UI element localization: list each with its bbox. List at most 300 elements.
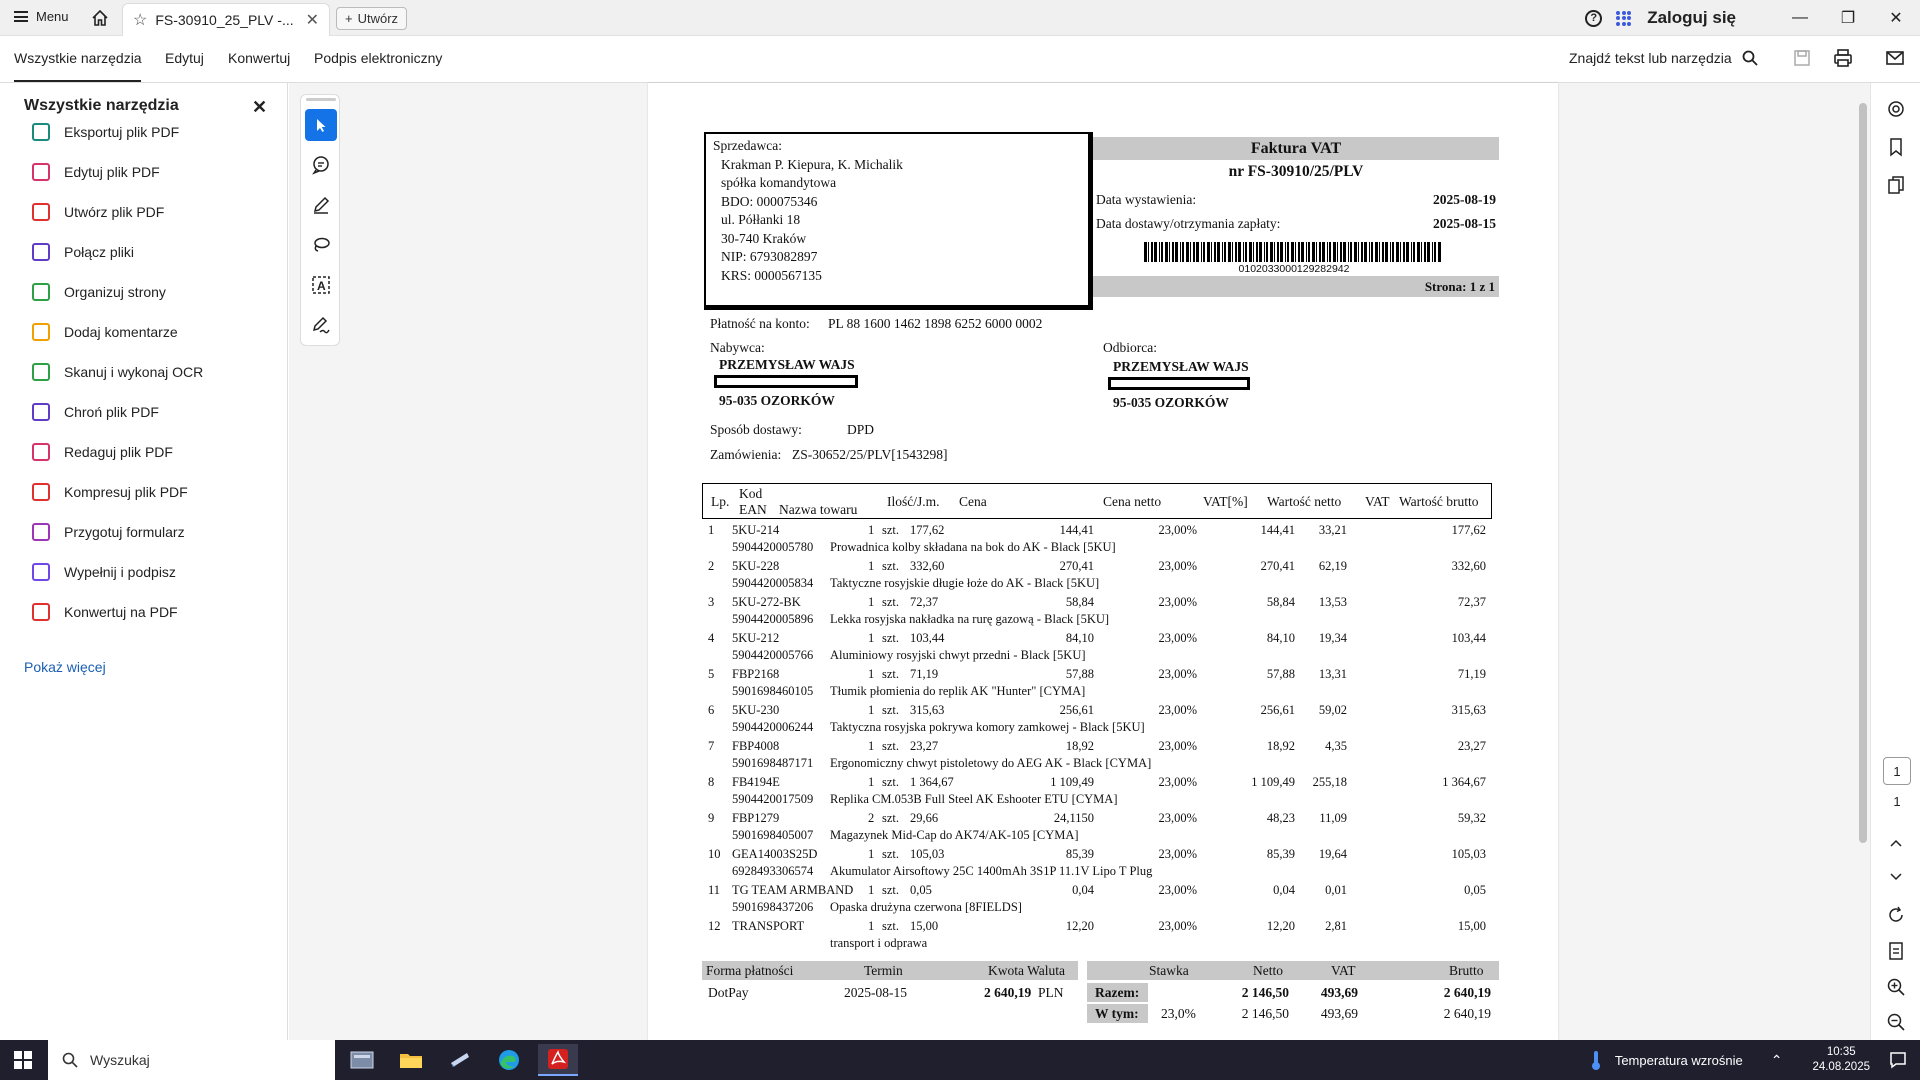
search-icon	[1742, 50, 1758, 66]
barcode-bar	[1364, 242, 1367, 262]
cell-price: 103,44	[910, 631, 945, 645]
email-icon[interactable]	[1885, 48, 1905, 68]
cell-name: Magazynek Mid-Cap do AK74/AK-105 [CYMA]	[830, 828, 1079, 842]
tool-label: Kompresuj plik PDF	[64, 484, 188, 500]
barcode-bar	[1298, 242, 1300, 262]
payment-currency: PLN	[1038, 985, 1064, 1000]
table-row	[704, 919, 1494, 955]
cell-ean: 5904420017509	[732, 792, 814, 806]
right-rail	[1870, 83, 1920, 1040]
app-icon	[447, 1049, 473, 1071]
barcode-bar	[1264, 242, 1265, 262]
print-icon[interactable]	[1833, 48, 1853, 68]
cell-price: 332,60	[910, 559, 945, 573]
cell-vat: 255,18	[1312, 775, 1347, 789]
cell-code: FB4194E	[732, 775, 780, 789]
cell-unit: szt.	[882, 739, 900, 753]
edge-icon	[497, 1048, 521, 1072]
cell-net-price: 1 109,49	[1050, 775, 1094, 789]
help-icon[interactable]: ?	[1585, 10, 1602, 27]
cell-name: Replika CM.053B Full Steel AK Eshooter ETU [CYMA]	[830, 792, 1118, 806]
new-tab-label: Utwórz	[357, 11, 399, 26]
barcode-bar	[1165, 242, 1168, 262]
cell-vat: 4,35	[1325, 739, 1347, 753]
col-qty: Ilość/J.m.	[887, 494, 940, 509]
barcode-bar	[1421, 242, 1422, 262]
cell-price: 177,62	[910, 523, 945, 537]
barcode-bar	[1316, 242, 1317, 262]
barcode-bar	[1235, 242, 1237, 262]
tool-item[interactable]	[32, 480, 188, 504]
thermometer-icon	[1589, 1049, 1603, 1071]
cell-gross: 59,32	[1457, 811, 1486, 825]
cell-qty: 1	[868, 595, 875, 609]
hamburger-icon	[14, 11, 28, 22]
barcode-bar	[1228, 242, 1231, 262]
create-pdf-icon	[32, 203, 50, 221]
col-lp: Lp.	[711, 494, 730, 509]
cell-unit: szt.	[882, 595, 900, 609]
cell-ean: 5904420005766	[732, 648, 814, 662]
cell-net-value: 256,61	[1260, 703, 1295, 717]
windows-taskbar	[0, 1040, 1920, 1080]
cell-net-value: 48,23	[1266, 811, 1295, 825]
protect-pdf-icon	[32, 403, 50, 421]
barcode-bar	[1337, 242, 1338, 262]
barcode-bar	[1369, 242, 1370, 262]
barcode-bar	[1385, 242, 1388, 262]
barcode-bar	[1432, 242, 1433, 262]
buyer-city: 95-035 OZORKÓW	[719, 393, 835, 408]
cell-net-price: 18,92	[1065, 739, 1094, 753]
task-view-app[interactable]	[342, 1044, 382, 1076]
summary-incl-gross: 2 640,19	[1443, 1006, 1491, 1021]
table-row	[704, 703, 1494, 739]
barcode-bar	[1256, 242, 1258, 262]
search-icon	[62, 1052, 78, 1068]
table-row	[704, 739, 1494, 775]
menu-button[interactable]	[14, 9, 69, 24]
issue-date-row	[1096, 192, 1496, 208]
cell-name: Taktyczne rosyjskie długie łoże do AK - Black [5KU]	[830, 576, 1100, 590]
cell-net-price: 57,88	[1065, 667, 1094, 681]
cell-gross: 72,37	[1457, 595, 1486, 609]
apps-grid-icon[interactable]	[1616, 11, 1631, 26]
cell-price: 15,00	[910, 919, 939, 933]
close-window-icon[interactable]: ✕	[1889, 10, 1903, 27]
barcode-bar	[1438, 242, 1441, 262]
barcode-bar	[1217, 242, 1220, 262]
page-down-icon[interactable]	[1886, 866, 1906, 886]
cell-qty: 1	[868, 883, 875, 897]
items-table-header	[702, 483, 1492, 519]
cell-vat: 11,09	[1319, 811, 1347, 825]
cell-vat-pct: 23,00%	[1158, 703, 1197, 717]
highlight-tool-button[interactable]	[305, 189, 337, 221]
app-icon	[349, 1049, 375, 1071]
tool-item[interactable]	[32, 560, 176, 584]
system-tray	[1589, 1040, 1920, 1080]
home-icon[interactable]	[90, 8, 110, 28]
barcode-bar	[1266, 242, 1268, 262]
cell-vat: 13,31	[1318, 667, 1347, 681]
summary-header	[1087, 961, 1499, 980]
seller-line: Krakman P. Kiepura, K. Michalik	[721, 156, 903, 172]
barcode-bar	[1312, 242, 1315, 262]
cell-unit: szt.	[882, 919, 900, 933]
tool-item[interactable]	[32, 520, 185, 544]
select-tool-button[interactable]	[305, 109, 337, 141]
title-bar	[0, 0, 1920, 36]
barcode-bar	[1340, 242, 1342, 262]
save-icon[interactable]	[1792, 48, 1812, 68]
sign-pen-icon	[311, 315, 331, 335]
seller-line: ul. Półłanki 18	[721, 212, 801, 227]
clock[interactable]	[1812, 1045, 1870, 1075]
tool-item[interactable]	[32, 240, 134, 264]
cell-price: 315,63	[910, 703, 945, 717]
buyer-label: Nabywca:	[710, 340, 765, 355]
order-number: ZS-30652/25/PLV[1543298]	[792, 447, 948, 462]
delivery-date-row	[1096, 216, 1496, 232]
menu-label: Menu	[36, 9, 69, 24]
cell-net-price: 24,1150	[1053, 811, 1094, 825]
cell-lp: 6	[708, 703, 715, 717]
document-viewport[interactable]	[289, 83, 1856, 1040]
redacted-address	[1108, 377, 1250, 390]
cell-price: 105,03	[910, 847, 945, 861]
cell-net-value: 58,84	[1266, 595, 1295, 609]
cell-qty: 1	[868, 739, 875, 753]
cell-price: 71,19	[910, 667, 939, 681]
signin-button[interactable]: Zaloguj się	[1647, 8, 1736, 27]
barcode-bar	[1186, 242, 1189, 262]
close-tab-icon[interactable]: ✕	[305, 12, 319, 29]
table-row	[704, 847, 1494, 883]
tool-item[interactable]	[32, 400, 159, 424]
cell-lp: 2	[708, 559, 715, 573]
cell-ean: 5904420006244	[732, 720, 814, 734]
comment-tool-button[interactable]	[305, 149, 337, 181]
cell-ean: 5901698405007	[732, 828, 814, 842]
taskbar-search[interactable]	[48, 1040, 335, 1080]
cell-qty: 1	[868, 631, 875, 645]
delivery-method: DPD	[847, 422, 875, 437]
notifications-icon[interactable]	[1888, 1050, 1908, 1070]
combine-files-icon	[32, 243, 50, 261]
file-explorer-app[interactable]	[391, 1044, 431, 1076]
cell-gross: 71,19	[1457, 667, 1486, 681]
summary-incl-row	[1087, 1004, 1499, 1023]
cell-gross: 15,00	[1457, 919, 1486, 933]
barcode-bar	[1270, 242, 1273, 262]
barcode-bar	[1172, 242, 1174, 262]
prepare-form-icon	[32, 523, 50, 541]
buyer-name: PRZEMYSŁAW WAJS	[719, 357, 855, 372]
tool-item[interactable]	[32, 280, 166, 304]
tool-item[interactable]	[32, 120, 179, 144]
barcode-bar	[1151, 242, 1153, 262]
cursor-icon	[313, 117, 329, 133]
compress-pdf-icon	[32, 483, 50, 501]
cell-vat-pct: 23,00%	[1158, 523, 1197, 537]
cell-net-price: 144,41	[1059, 523, 1094, 537]
table-row	[704, 883, 1494, 919]
cell-lp: 1	[708, 523, 715, 537]
cell-gross: 105,03	[1451, 847, 1486, 861]
svg-text:A: A	[317, 279, 326, 293]
barcode-bar	[1354, 242, 1357, 262]
barcode-bar	[1207, 242, 1210, 262]
vertical-scrollbar[interactable]	[1856, 83, 1870, 1040]
cell-qty: 1	[868, 703, 875, 717]
barcode-bar	[1287, 242, 1289, 262]
tool-item[interactable]	[32, 360, 203, 384]
barcode-bar	[1379, 242, 1380, 262]
cell-vat-pct: 23,00%	[1158, 883, 1197, 897]
barcode-bar	[1329, 242, 1331, 262]
new-tab-button[interactable]	[336, 7, 407, 30]
seller-box	[704, 132, 1093, 310]
find-tools-button[interactable]	[1569, 50, 1758, 66]
search-placeholder: Wyszukaj	[90, 1052, 150, 1068]
minimize-icon[interactable]: —	[1792, 9, 1808, 26]
page-indicator: Strona: 1 z 1	[1093, 276, 1499, 297]
barcode-bar	[1243, 242, 1244, 262]
cell-name: Akumulator Airsoftowy 25C 1400mAh 3S1P 11.1V Lipo T Plug	[830, 864, 1153, 878]
barcode-bar	[1238, 242, 1241, 262]
cell-gross: 103,44	[1451, 631, 1486, 645]
tool-label: Chroń plik PDF	[64, 404, 159, 420]
barcode-bar	[1232, 242, 1233, 262]
cell-qty: 1	[868, 775, 875, 789]
cell-vat-pct: 23,00%	[1158, 667, 1197, 681]
pen-icon	[311, 195, 331, 215]
edge-app[interactable]	[489, 1044, 529, 1076]
bookmark-icon[interactable]	[1886, 137, 1906, 157]
cell-code: 5KU-214	[732, 523, 780, 537]
table-row	[704, 523, 1494, 559]
barcode-bar	[1319, 242, 1321, 262]
cell-gross: 332,60	[1451, 559, 1486, 573]
cell-vat-pct: 23,00%	[1158, 595, 1197, 609]
cell-vat: 19,34	[1318, 631, 1347, 645]
payment-amount: 2 640,19	[984, 985, 1032, 1000]
export-pdf-icon	[32, 123, 50, 141]
cell-gross: 1 364,67	[1442, 775, 1486, 789]
cell-lp: 3	[708, 595, 715, 609]
cell-vat: 13,53	[1318, 595, 1347, 609]
pdf-page	[648, 83, 1558, 1040]
barcode-bar	[1382, 242, 1384, 262]
organize-pages-icon	[32, 283, 50, 301]
summary-net-header: Netto	[1253, 963, 1283, 978]
cell-code: TG TEAM ARMBAND	[732, 883, 854, 897]
tool-item[interactable]	[32, 600, 178, 624]
barcode-bar	[1154, 242, 1157, 262]
cell-code: FBP4008	[732, 739, 780, 753]
summary-total-row	[1087, 983, 1499, 1002]
document-tab[interactable]	[122, 3, 330, 36]
text-recognize-button[interactable]	[305, 269, 337, 301]
menu-convert[interactable]: Konwertuj	[228, 50, 291, 66]
cell-lp: 12	[708, 919, 721, 933]
cell-net-value: 84,10	[1266, 631, 1295, 645]
tool-label: Edytuj plik PDF	[64, 164, 160, 180]
cell-gross: 177,62	[1451, 523, 1486, 537]
text-box-icon	[311, 275, 331, 295]
cell-vat: 59,02	[1318, 703, 1347, 717]
cell-lp: 10	[708, 847, 721, 861]
menu-all-tools[interactable]: Wszystkie narzędzia	[14, 50, 142, 66]
barcode-bar	[1333, 242, 1336, 262]
col-name: Nazwa towaru	[779, 502, 858, 517]
cell-name: Opaska drużyna czerwona [8FIELDS]	[830, 900, 1022, 914]
draw-tool-button[interactable]	[305, 229, 337, 261]
cell-vat-pct: 23,00%	[1158, 847, 1197, 861]
issue-date-label: Data wystawienia:	[1096, 192, 1197, 207]
barcode-bar	[1280, 242, 1283, 262]
barcode-bar	[1348, 242, 1349, 262]
cell-code: FBP1279	[732, 811, 780, 825]
barcode	[1144, 242, 1444, 262]
cell-net-value: 85,39	[1266, 847, 1295, 861]
cell-net-price: 0,04	[1072, 883, 1094, 897]
total-pages: 1	[1893, 794, 1901, 809]
barcode-bar	[1274, 242, 1275, 262]
cell-code: FBP2168	[732, 667, 780, 681]
barcode-bar	[1361, 242, 1363, 262]
active-tab-underline	[14, 80, 141, 82]
cell-ean: 6928493306574	[732, 864, 814, 878]
tool-item[interactable]	[32, 320, 178, 344]
cell-gross: 0,05	[1464, 883, 1486, 897]
barcode-bar	[1417, 242, 1420, 262]
star-icon[interactable]: ☆	[133, 12, 148, 29]
col-gross: Wartość brutto	[1399, 494, 1479, 509]
barcode-bar	[1424, 242, 1426, 262]
chevron-up-icon[interactable]: ⌃	[1770, 1051, 1783, 1068]
account-number: PL 88 1600 1462 1898 6252 6000 0002	[828, 316, 1043, 331]
barcode-bar	[1214, 242, 1216, 262]
cell-net-price: 85,39	[1065, 847, 1094, 861]
barcode-bar	[1427, 242, 1430, 262]
cell-vat-pct: 23,00%	[1158, 919, 1197, 933]
col-price: Cena	[959, 494, 987, 509]
barcode-bar	[1161, 242, 1163, 262]
drag-handle[interactable]	[306, 98, 336, 101]
zoom-in-icon[interactable]	[1886, 977, 1906, 997]
barcode-bar	[1159, 242, 1160, 262]
redacted-address	[714, 375, 858, 388]
barcode-bar	[1327, 242, 1328, 262]
summary-incl-vat: 493,69	[1320, 1006, 1358, 1021]
barcode-bar	[1350, 242, 1352, 262]
cell-ean: 5901698437206	[732, 900, 814, 914]
refresh-icon[interactable]	[1886, 905, 1906, 925]
barcode-bar	[1306, 242, 1307, 262]
delivery-method-label: Sposób dostawy:	[710, 422, 802, 437]
menu-e-signature[interactable]: Podpis elektroniczny	[314, 50, 443, 66]
barcode-bar	[1403, 242, 1405, 262]
acrobat-app[interactable]	[538, 1044, 578, 1076]
barcode-bar	[1322, 242, 1325, 262]
seller-line: BDO: 000075346	[721, 193, 818, 209]
menu-edit[interactable]: Edytuj	[165, 50, 204, 66]
windows-start-icon[interactable]	[14, 1051, 32, 1069]
tool-label: Redaguj plik PDF	[64, 444, 173, 460]
edit-pdf-icon	[32, 163, 50, 181]
fill-sign-icon	[32, 563, 50, 581]
barcode-bar	[1249, 242, 1252, 262]
cell-vat: 19,64	[1318, 847, 1347, 861]
cell-unit: szt.	[882, 631, 900, 645]
ai-assistant-icon[interactable]	[1886, 99, 1906, 119]
barcode-bar	[1196, 242, 1199, 262]
current-page-input[interactable]: 1	[1883, 757, 1911, 785]
barcode-bar	[1434, 242, 1436, 262]
cell-unit: szt.	[882, 703, 900, 717]
barcode-bar	[1180, 242, 1181, 262]
barcode-bar	[1295, 242, 1296, 262]
convert-pdf-icon	[32, 603, 50, 621]
close-panel-icon[interactable]: ✕	[252, 97, 268, 117]
tool-item[interactable]	[32, 440, 173, 464]
scrollbar-thumb[interactable]	[1859, 103, 1867, 843]
barcode-bar	[1406, 242, 1409, 262]
invoice-number: nr FS-30910/25/PLV	[1228, 163, 1364, 180]
cell-net-price: 256,61	[1059, 703, 1094, 717]
cell-net-price: 58,84	[1065, 595, 1094, 609]
plus-icon: +	[345, 11, 353, 26]
cell-ean: 5904420005896	[732, 612, 814, 626]
cell-net-price: 84,10	[1065, 631, 1094, 645]
table-row	[704, 631, 1494, 667]
page-up-icon[interactable]	[1886, 833, 1906, 853]
barcode-bar	[1396, 242, 1399, 262]
tool-item[interactable]	[32, 160, 160, 184]
zoom-out-icon[interactable]	[1886, 1012, 1906, 1032]
pages-icon[interactable]	[1886, 175, 1906, 195]
sign-tool-button[interactable]	[305, 309, 337, 341]
tool-item[interactable]	[32, 200, 164, 224]
tool-label: Eksportuj plik PDF	[64, 124, 180, 140]
cell-vat-pct: 23,00%	[1158, 811, 1197, 825]
seller-line: spółka komandytowa	[721, 175, 837, 190]
comment-icon	[32, 323, 50, 341]
payment-term-header: Termin	[864, 963, 903, 978]
panel-title: Wszystkie narzędzia	[24, 97, 179, 114]
scan-ocr-icon	[32, 363, 50, 381]
delivery-date-label: Data dostawy/otrzymania zapłaty:	[1096, 216, 1281, 231]
summary-incl-label: W tym:	[1087, 1004, 1148, 1023]
barcode-bar	[1224, 242, 1226, 262]
cell-code: 5KU-212	[732, 631, 780, 645]
payment-row	[702, 983, 1078, 1002]
cell-lp: 4	[708, 631, 715, 645]
all-tools-panel	[0, 83, 288, 1040]
weather-text[interactable]: Temperatura wzrośnie	[1614, 1052, 1743, 1068]
cell-qty: 1	[868, 847, 875, 861]
page-fit-icon[interactable]	[1886, 941, 1906, 961]
maximize-icon[interactable]: ❐	[1840, 10, 1856, 27]
seller-line: 30-740 Kraków	[721, 230, 807, 246]
col-ean: EAN	[739, 502, 767, 517]
cell-vat: 62,19	[1318, 559, 1347, 573]
show-more-link[interactable]: Pokaż więcej	[24, 659, 106, 675]
barcode-bar	[1201, 242, 1202, 262]
store-app[interactable]	[440, 1044, 480, 1076]
